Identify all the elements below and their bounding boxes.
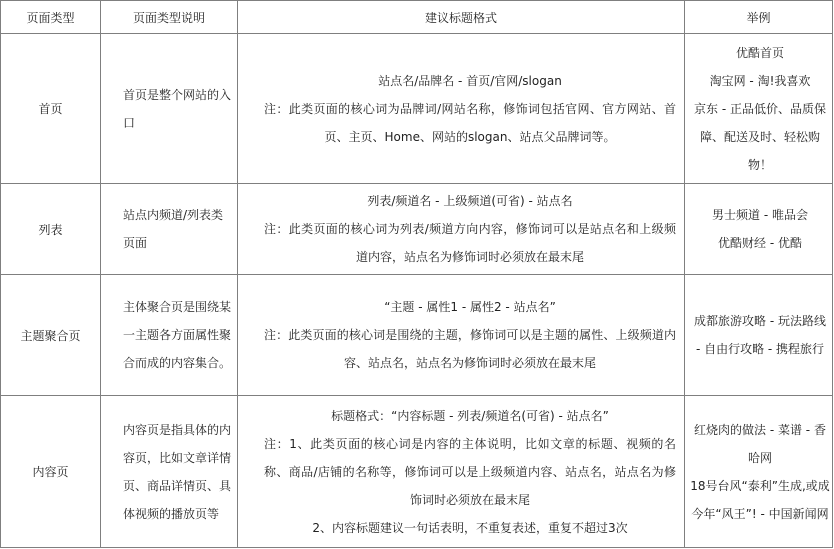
- table-row: [1, 184, 833, 275]
- format-main: 站点名/品牌名 - 首页/官网/slogan: [378, 73, 562, 88]
- example-item: 优酷首页: [735, 45, 784, 60]
- header-page-type-desc: 页面类型说明: [101, 1, 238, 34]
- table-row: [1, 396, 833, 548]
- table-row: [1, 34, 833, 184]
- row-examples: [685, 396, 833, 548]
- header-row: [1, 1, 833, 34]
- row-description: 内容页是指具体的内容页，比如文章详情页、商品详情页、具体视频的播放页等: [101, 396, 238, 548]
- example-item: 红烧肉的做法 - 菜谱 - 香哈网: [694, 422, 826, 465]
- example-item: 18号台风“泰利”生成,或成今年“风王”! - 中国新闻网: [690, 478, 830, 521]
- row-description: 站点内频道/列表类页面: [101, 184, 238, 275]
- row-format: [238, 184, 685, 275]
- format-note: 注：此类页面的核心词为品牌词/网站名称，修饰词包括官网、官方网站、首页、主页、Home、网站的slogan、站点父品牌词等。: [264, 101, 676, 144]
- format-note: 注：此类页面的核心词是围绕的主题，修饰词可以是主题的属性、上级频道内容、站点名，站点名为修饰词时必须放在最末尾: [264, 328, 676, 370]
- format-main: “主题 - 属性1 - 属性2 - 站点名”: [384, 300, 556, 314]
- format-note: 注：此类页面的核心词为列表/频道方向内容，修饰词可以是站点名和上级频道内容，站点名为修饰词时必须放在最末尾: [264, 222, 676, 264]
- format-note-2: 2、内容标题建议一句话表明，不重复表述，重复不超过3次: [312, 520, 628, 535]
- format-main: 标题格式：“内容标题 - 列表/频道名(可省) - 站点名”: [331, 408, 609, 423]
- example-item: 男士频道 - 唯品会: [712, 208, 808, 222]
- row-type: 内容页: [1, 396, 101, 548]
- format-note: 注：1、此类页面的核心词是内容的主体说明，比如文章的标题、视频的名称、商品/店铺的名称等，修饰词可以是上级频道内容、站点名，站点名为修饰词时必须放在最末尾: [264, 436, 676, 507]
- row-type: 列表: [1, 184, 101, 275]
- header-title-format: 建议标题格式: [238, 1, 685, 34]
- row-type: 主题聚合页: [1, 275, 101, 396]
- row-type: 首页: [1, 34, 101, 184]
- table-row: [1, 275, 833, 396]
- row-examples: [685, 184, 833, 275]
- row-format: [238, 34, 685, 184]
- row-format: [238, 275, 685, 396]
- row-description: 首页是整个网站的入口: [101, 34, 238, 184]
- example-item: 淘宝网 - 淘!我喜欢: [709, 73, 811, 88]
- row-examples: [685, 275, 833, 396]
- example-item: 成都旅游攻略 - 玩法路线 - 自由行攻略 - 携程旅行: [694, 314, 826, 356]
- format-main: 列表/频道名 - 上级频道(可省) - 站点名: [367, 194, 573, 208]
- row-format: [238, 396, 685, 548]
- example-item: 优酷财经 - 优酷: [718, 236, 802, 250]
- row-examples: [685, 34, 833, 184]
- row-description: 主体聚合页是围绕某一主题各方面属性聚合而成的内容集合。: [101, 275, 238, 396]
- example-item: 京东 - 正品低价、品质保障、配送及时、轻松购物！: [694, 101, 826, 172]
- header-examples: 举例: [685, 1, 833, 34]
- header-page-type: 页面类型: [1, 1, 101, 34]
